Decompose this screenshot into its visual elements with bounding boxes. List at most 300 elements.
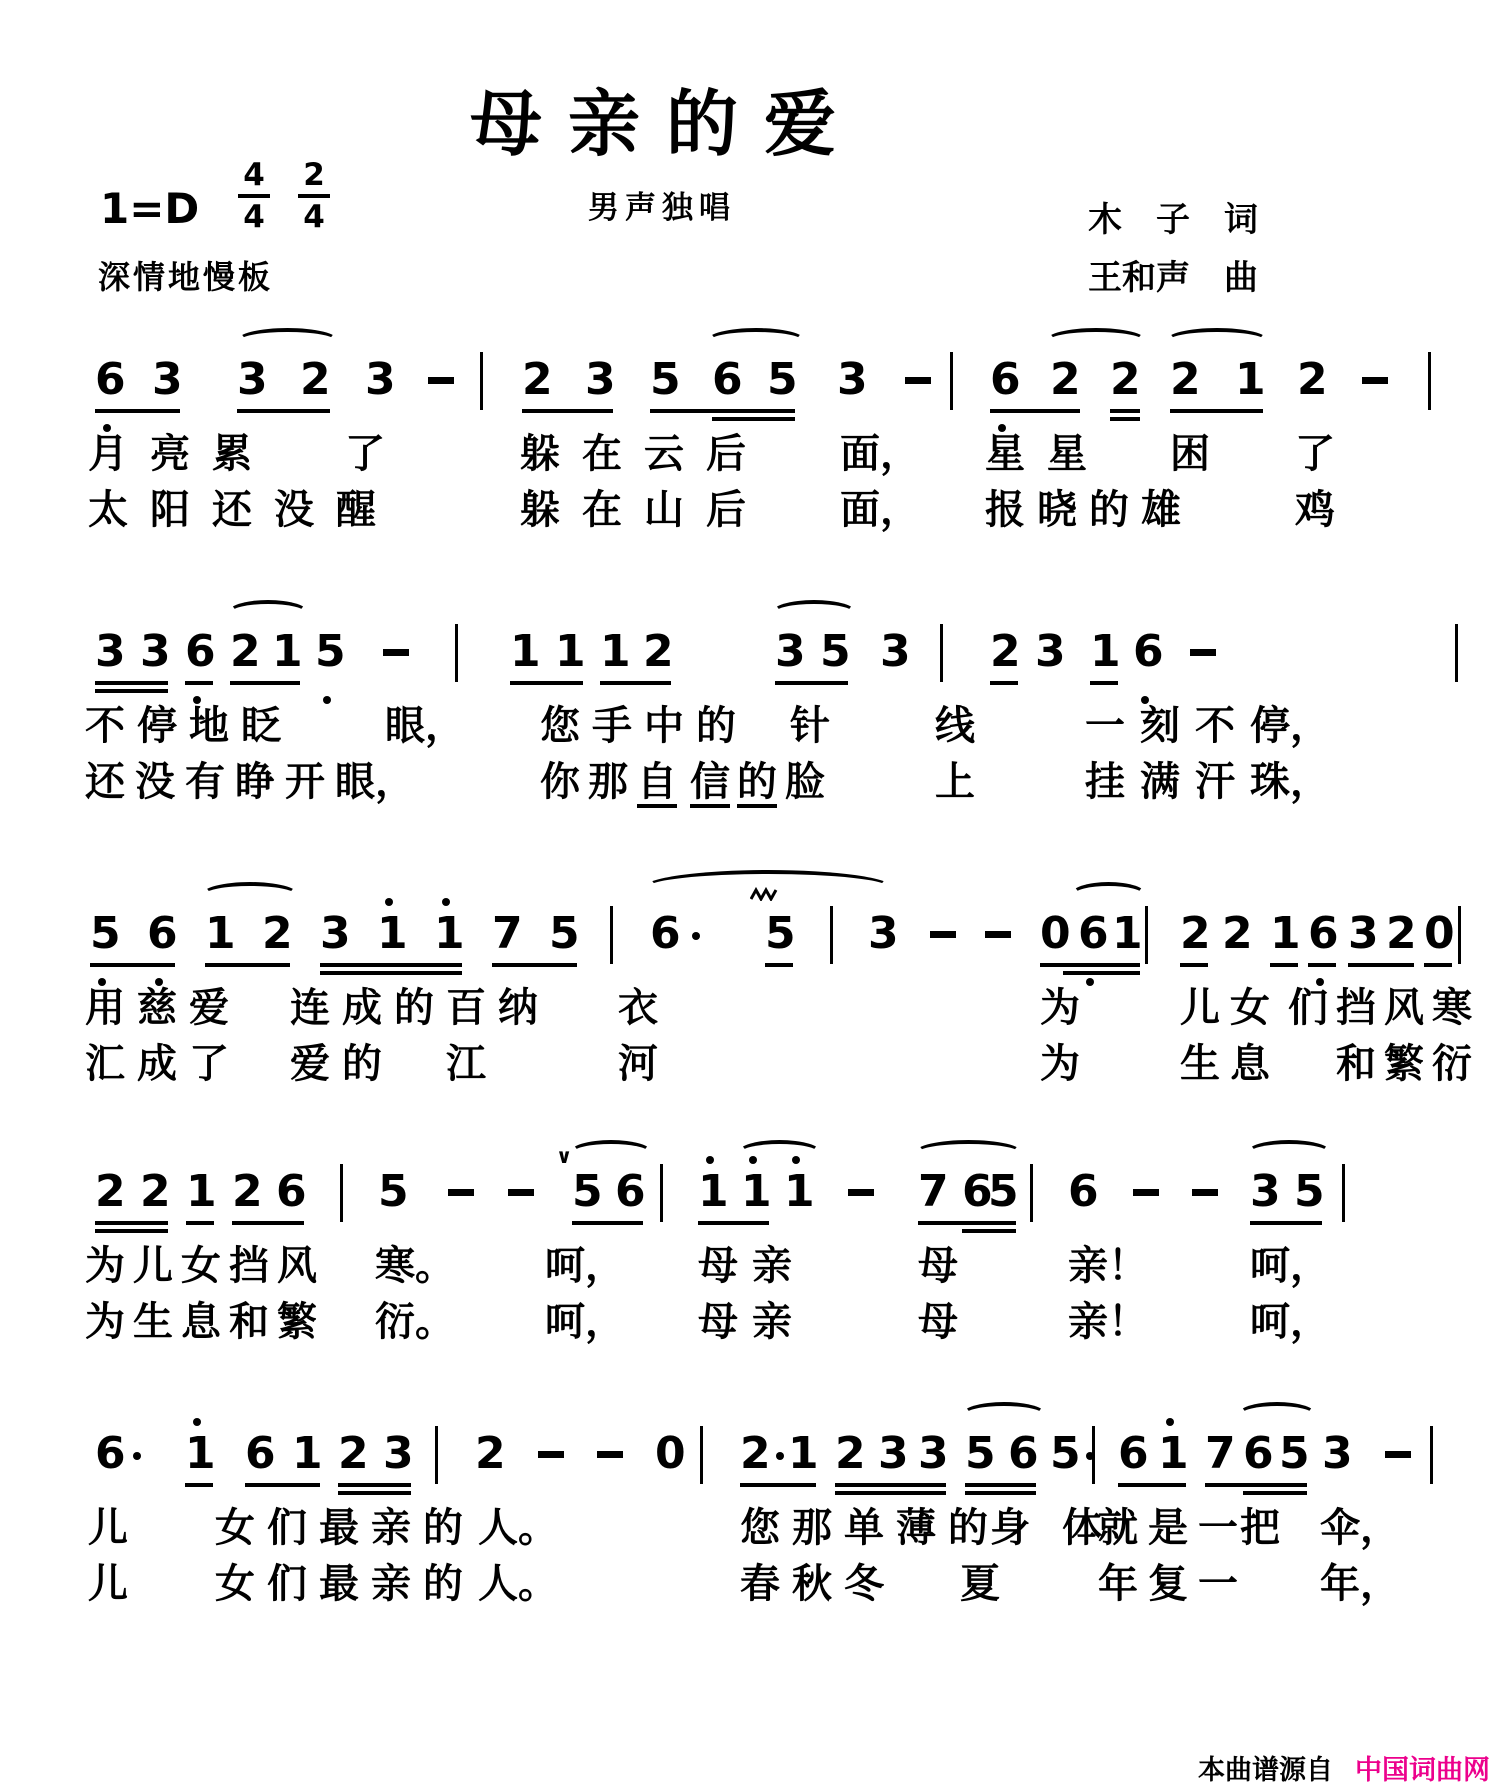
- beam-line: [338, 1491, 411, 1495]
- lyric-syllable: 上: [935, 759, 975, 805]
- note-digit: 3: [365, 354, 396, 405]
- note-digit: 2: [230, 626, 261, 677]
- lyric-syllable: 面，: [840, 431, 920, 477]
- note-digit: 7: [492, 908, 523, 959]
- beam-line: [740, 1483, 816, 1487]
- lyric-syllable: 纳: [498, 985, 538, 1031]
- high-octave-dot: [193, 1418, 201, 1426]
- beam-line: [600, 681, 671, 685]
- lyric-syllable: 您: [740, 1505, 780, 1551]
- note-digit: 1: [205, 908, 236, 959]
- lyric-syllable: 用: [85, 985, 125, 1031]
- lyric-syllable: 复: [1148, 1561, 1188, 1607]
- note-digit: 2: [262, 908, 293, 959]
- lyric-syllable: 体: [1062, 1505, 1102, 1551]
- note-digit: 6: [1243, 1428, 1274, 1479]
- barline: [1428, 352, 1431, 410]
- note-digit: 3: [1322, 1428, 1353, 1479]
- beam-line: [237, 409, 330, 413]
- music-system-5: [0, 1428, 1500, 1662]
- lyric-syllable: 有: [185, 759, 225, 805]
- lyric-syllable: 一: [1085, 703, 1125, 749]
- lyric-syllable: 山: [644, 487, 684, 533]
- note-digit: 5: [572, 1166, 603, 1217]
- beam-line: [698, 1221, 769, 1225]
- note-digit: 5: [965, 1428, 996, 1479]
- note-digit: 6: [1118, 1428, 1149, 1479]
- note-digit: 2: [740, 1428, 771, 1479]
- mordent-icon: [750, 886, 780, 905]
- lyric-syllable: 一: [1198, 1561, 1238, 1607]
- beam-line: [1348, 963, 1414, 967]
- note-digit: 2: [475, 1428, 506, 1479]
- note-digit: 5: [820, 626, 851, 677]
- note-digit: 6: [1078, 908, 1109, 959]
- note-digit: 5: [1279, 1428, 1310, 1479]
- beam-line: [1243, 1491, 1307, 1495]
- note-digit: 6: [962, 1166, 993, 1217]
- lyric-syllable: 雄: [1141, 487, 1181, 533]
- lyric-syllable: 亲: [371, 1561, 411, 1607]
- note-digit: 3: [237, 354, 268, 405]
- lyric-syllable: 亲！: [1068, 1243, 1148, 1289]
- time-sig-denominator: 4: [243, 199, 265, 235]
- lyric-syllable: 呵，: [545, 1299, 625, 1345]
- lyric-syllable: 繁: [277, 1299, 317, 1345]
- beam-line: [1170, 409, 1263, 413]
- note-digit: 1: [186, 1166, 217, 1217]
- lyric-syllable: 晓: [1037, 487, 1077, 533]
- note-digit: 3: [140, 626, 171, 677]
- augmentation-dot: [692, 932, 700, 940]
- note-digit: 6: [990, 354, 1021, 405]
- barline: [950, 352, 953, 410]
- note-digit: 2: [1386, 908, 1417, 959]
- beam-line: [712, 417, 795, 421]
- beam-line: [95, 1229, 168, 1233]
- lyric-syllable: 亲: [371, 1505, 411, 1551]
- note-digit: 3: [918, 1428, 949, 1479]
- lyric-syllable: 女: [215, 1561, 255, 1607]
- beam-line: [572, 1221, 643, 1225]
- barline: [1145, 906, 1148, 964]
- lyric-syllable: 后: [706, 487, 746, 533]
- lyric-syllable: 没: [135, 759, 175, 805]
- duration-dash: [905, 377, 931, 384]
- lyric-syllable: 眨: [241, 703, 281, 749]
- note-digit: 1: [377, 908, 408, 959]
- beam-line: [835, 1483, 946, 1487]
- note-digit: 3: [383, 1428, 414, 1479]
- lyric-syllable: 的: [948, 1505, 988, 1551]
- note-digit: 1: [292, 1428, 323, 1479]
- beam-line: [90, 963, 175, 967]
- lyric-syllable: 那: [792, 1505, 832, 1551]
- lyric-syllable: 寒。: [375, 1243, 455, 1289]
- lyric-syllable: 的: [1089, 487, 1129, 533]
- barline: [610, 906, 613, 964]
- slur-arc: [1071, 882, 1146, 907]
- time-signature-1: [232, 158, 276, 234]
- note-digit: 7: [1205, 1428, 1236, 1479]
- barline: [940, 624, 943, 682]
- lyric-syllable: 为: [85, 1299, 125, 1345]
- note-digit: 1: [1158, 1428, 1189, 1479]
- lyric-syllable: 繁: [1384, 1041, 1424, 1087]
- lyric-syllable: 你: [540, 759, 580, 805]
- barline: [1430, 1426, 1433, 1484]
- breath-mark-icon: ∨: [556, 1144, 573, 1168]
- lyric-syllable: 生: [1180, 1041, 1220, 1087]
- augmentation-dot: [133, 1452, 141, 1460]
- lyric-syllable: 的: [342, 1041, 382, 1087]
- slur-arc: [707, 328, 805, 353]
- lyric-syllable: 人。: [478, 1505, 558, 1551]
- beam-line: [1308, 963, 1336, 967]
- barline: [1030, 1164, 1033, 1222]
- note-digit: 5: [378, 1166, 409, 1217]
- note-digit: 6: [1308, 908, 1339, 959]
- lyric-syllable: 鸡: [1295, 487, 1335, 533]
- slur-arc: [1046, 328, 1146, 353]
- lyric-syllable: 的: [423, 1505, 463, 1551]
- lyric-syllable: 把: [1240, 1505, 1280, 1551]
- lyric-syllable: 月: [88, 431, 128, 477]
- lyric-syllable: 线: [935, 703, 975, 749]
- lyric-syllable: 就: [1098, 1505, 1138, 1551]
- lyric-syllable: 单: [844, 1505, 884, 1551]
- lyric-syllable: 秋: [792, 1561, 832, 1607]
- note-digit: 1: [434, 908, 465, 959]
- lyric-syllable: 信: [690, 760, 730, 808]
- source-prefix: 本曲谱源自: [1198, 1755, 1333, 1782]
- fraction-bar: [238, 194, 270, 198]
- beam-line: [1040, 963, 1140, 967]
- lyric-syllable: 后: [706, 431, 746, 477]
- lyric-syllable: 停: [137, 703, 177, 749]
- note-digit: 5: [1294, 1166, 1325, 1217]
- note-digit: 6: [650, 908, 681, 959]
- duration-dash: [1192, 1189, 1218, 1196]
- note-digit: 6: [95, 354, 126, 405]
- beam-line: [245, 1483, 320, 1487]
- lyric-syllable: 儿: [88, 1561, 128, 1607]
- note-digit: 5: [988, 1166, 1019, 1217]
- composer-credit: 王和声 曲: [1088, 258, 1258, 298]
- slur-arc: [772, 600, 856, 625]
- beam-line: [1424, 963, 1452, 967]
- note-digit: 1: [1235, 354, 1266, 405]
- beam-line: [185, 1483, 213, 1487]
- lyric-syllable: 成: [342, 985, 382, 1031]
- note-digit: 2: [990, 626, 1021, 677]
- duration-dash: [428, 377, 454, 384]
- note-digit: 6: [1068, 1166, 1099, 1217]
- lyric-syllable: 云: [644, 431, 684, 477]
- lyric-syllable: 一: [1198, 1505, 1238, 1551]
- beam-line: [1110, 409, 1140, 413]
- lyric-syllable: 寒: [1432, 985, 1472, 1031]
- lyric-syllable: 为: [1040, 1041, 1080, 1087]
- beam-line: [185, 681, 213, 685]
- beam-line: [95, 681, 168, 685]
- note-digit: 1: [1112, 908, 1143, 959]
- duration-dash: [597, 1451, 623, 1458]
- lyric-syllable: 春: [740, 1561, 780, 1607]
- low-octave-dot: [323, 696, 331, 704]
- note-digit: 3: [1250, 1166, 1281, 1217]
- lyric-syllable: 身: [990, 1505, 1030, 1551]
- beam-line: [965, 1483, 1036, 1487]
- beam-line: [918, 1221, 1016, 1225]
- lyric-syllable: 珠，: [1250, 759, 1330, 805]
- lyric-syllable: 困: [1170, 431, 1210, 477]
- note-digit: 2: [643, 626, 674, 677]
- note-digit: 1: [1090, 626, 1121, 677]
- music-system-1: [0, 354, 1500, 588]
- note-digit: 5: [765, 908, 796, 959]
- note-digit: 3: [152, 354, 183, 405]
- high-octave-dot: [442, 898, 450, 906]
- source-site-link[interactable]: 中国词曲网: [1355, 1755, 1490, 1782]
- music-system-2: [0, 626, 1500, 860]
- lyric-syllable: 不: [85, 703, 125, 749]
- beam-line: [95, 1221, 168, 1225]
- lyric-syllable: 亲: [752, 1299, 792, 1345]
- time-sig-denominator: 4: [303, 199, 325, 235]
- barline: [830, 906, 833, 964]
- note-digit: 0: [1040, 908, 1071, 959]
- lyric-syllable: 报: [985, 487, 1025, 533]
- lyric-syllable: 睁: [235, 759, 275, 805]
- lyric-syllable: 躲: [520, 487, 560, 533]
- lyric-syllable: 眼，: [335, 759, 415, 805]
- lyric-syllable: 星: [1047, 431, 1087, 477]
- beam-line: [205, 963, 290, 967]
- note-digit: 1: [788, 1428, 819, 1479]
- note-digit: 0: [1424, 908, 1455, 959]
- note-digit: 2: [1297, 354, 1328, 405]
- lyric-syllable: 母: [918, 1299, 958, 1345]
- beam-line: [765, 963, 793, 967]
- beam-line: [510, 681, 583, 685]
- note-digit: 1: [698, 1166, 729, 1217]
- lyric-syllable: 呵，: [545, 1243, 625, 1289]
- beam-line: [1063, 971, 1140, 975]
- note-digit: 2: [1180, 908, 1211, 959]
- note-digit: 1: [555, 626, 586, 677]
- source-attribution: [1198, 1748, 1490, 1782]
- lyric-syllable: 面，: [840, 487, 920, 533]
- lyric-syllable: 风: [1384, 985, 1424, 1031]
- beam-line: [650, 409, 795, 413]
- lyric-syllable: 冬: [844, 1561, 884, 1607]
- beam-line: [1250, 1221, 1322, 1225]
- note-digit: 3: [1348, 908, 1379, 959]
- lyric-syllable: 生: [133, 1299, 173, 1345]
- lyric-syllable: 百: [446, 985, 486, 1031]
- lyric-syllable: 手: [592, 703, 632, 749]
- lyric-syllable: 的: [696, 703, 736, 749]
- note-digit: 7: [918, 1166, 949, 1217]
- note-digit: 6: [1008, 1428, 1039, 1479]
- lyric-syllable: 了: [1295, 431, 1335, 477]
- lyric-syllable: 挂: [1085, 759, 1125, 805]
- lyric-syllable: 眼，: [385, 703, 465, 749]
- duration-dash: [1133, 1189, 1159, 1196]
- slur-arc: [738, 1140, 821, 1165]
- note-digit: 2: [140, 1166, 171, 1217]
- lyric-syllable: 儿: [88, 1505, 128, 1551]
- key-signature: 1=D: [100, 184, 200, 233]
- lyric-syllable: 衍。: [375, 1299, 455, 1345]
- note-digit: 2: [1170, 354, 1201, 405]
- lyric-syllable: 年: [1098, 1561, 1138, 1607]
- lyric-syllable: 年，: [1320, 1561, 1400, 1607]
- beam-line: [962, 1229, 1016, 1233]
- lyric-syllable: 最: [319, 1561, 359, 1607]
- lyric-syllable: 儿: [133, 1243, 173, 1289]
- note-digit: 5: [650, 354, 681, 405]
- time-signature-2: [292, 158, 336, 234]
- beam-line: [1118, 1483, 1186, 1487]
- lyric-syllable: 人。: [478, 1561, 558, 1607]
- beam-line: [522, 409, 613, 413]
- note-digit: 1: [741, 1166, 772, 1217]
- lyric-syllable: 爱: [189, 985, 229, 1031]
- lyric-syllable: 太: [88, 487, 128, 533]
- lyric-syllable: 满: [1140, 759, 1180, 805]
- note-digit: 3: [880, 626, 911, 677]
- beam-line: [1180, 963, 1208, 967]
- lyric-syllable: 为: [85, 1243, 125, 1289]
- note-digit: 5: [549, 908, 580, 959]
- lyric-syllable: 们: [1288, 985, 1328, 1031]
- lyric-syllable: 地: [189, 703, 229, 749]
- duration-dash: [383, 649, 409, 656]
- lyric-syllable: 的: [423, 1561, 463, 1607]
- beam-line: [492, 963, 577, 967]
- lyricist-credit: 木 子 词: [1088, 200, 1258, 240]
- note-digit: 3: [775, 626, 806, 677]
- lyric-syllable: 风: [277, 1243, 317, 1289]
- lyric-syllable: 汇: [85, 1041, 125, 1087]
- beam-line: [338, 1483, 411, 1487]
- note-digit: 6: [1133, 626, 1164, 677]
- duration-dash: [848, 1189, 874, 1196]
- lyric-syllable: 女: [181, 1243, 221, 1289]
- lyric-syllable: 了: [345, 431, 385, 477]
- lyric-syllable: 亮: [150, 431, 190, 477]
- duration-dash: [448, 1189, 474, 1196]
- lyric-syllable: 息: [1230, 1041, 1270, 1087]
- note-digit: 3: [837, 354, 868, 405]
- lyric-syllable: 亲: [752, 1243, 792, 1289]
- augmentation-dot: [776, 1452, 784, 1460]
- slur-arc: [1166, 328, 1268, 353]
- beam-line: [230, 681, 300, 685]
- high-octave-dot: [706, 1156, 714, 1164]
- duration-dash: [508, 1189, 534, 1196]
- note-digit: 3: [878, 1428, 909, 1479]
- lyric-syllable: 衣: [618, 985, 658, 1031]
- lyric-syllable: 挡: [229, 1243, 269, 1289]
- lyric-syllable: 累: [212, 431, 252, 477]
- lyric-syllable: 连: [290, 985, 330, 1031]
- lyric-syllable: 女: [1230, 985, 1270, 1031]
- lyric-syllable: 还: [85, 759, 125, 805]
- lyric-syllable: 呵，: [1250, 1243, 1330, 1289]
- beam-line: [1270, 963, 1298, 967]
- low-octave-dot: [1086, 978, 1094, 986]
- lyric-syllable: 没: [274, 487, 314, 533]
- lyric-syllable: 成: [137, 1041, 177, 1087]
- lyric-syllable: 衍: [1432, 1041, 1472, 1087]
- beam-line: [186, 1221, 214, 1225]
- lyric-syllable: 刻: [1140, 703, 1180, 749]
- lyric-syllable: 和: [1336, 1041, 1376, 1087]
- slur-arc: [915, 1140, 1022, 1165]
- note-digit: 2: [1222, 908, 1253, 959]
- note-digit: 3: [1035, 626, 1066, 677]
- duration-dash: [985, 931, 1011, 938]
- note-digit: 2: [232, 1166, 263, 1217]
- lyric-syllable: 息: [181, 1299, 221, 1345]
- note-digit: 3: [868, 908, 899, 959]
- note-digit: 1: [185, 1428, 216, 1479]
- duration-dash: [538, 1451, 564, 1458]
- augmentation-dot: [1086, 1452, 1094, 1460]
- note-digit: 2: [300, 354, 331, 405]
- duration-dash: [930, 931, 956, 938]
- lyric-syllable: 是: [1148, 1505, 1188, 1551]
- lyric-syllable: 您: [540, 703, 580, 749]
- barline: [340, 1164, 343, 1222]
- music-system-3: [0, 908, 1500, 1142]
- slur-arc: [237, 328, 338, 353]
- performance-type: 男声独唱: [588, 190, 736, 226]
- note-digit: 6: [245, 1428, 276, 1479]
- lyric-syllable: 们: [267, 1505, 307, 1551]
- lyric-syllable: 伞，: [1320, 1505, 1400, 1551]
- note-digit: 6: [615, 1166, 646, 1217]
- lyric-syllable: 薄: [896, 1505, 936, 1551]
- note-digit: 2: [1050, 354, 1081, 405]
- note-digit: 6: [712, 354, 743, 405]
- beam-line: [320, 963, 462, 967]
- lyric-syllable: 那: [588, 759, 628, 805]
- note-digit: 6: [276, 1166, 307, 1217]
- beam-line: [1205, 1483, 1307, 1487]
- lyric-syllable: 还: [212, 487, 252, 533]
- beam-line: [835, 1491, 946, 1495]
- lyric-syllable: 针: [790, 703, 830, 749]
- lyric-syllable: 亲！: [1068, 1299, 1148, 1345]
- lyric-syllable: 不: [1195, 703, 1235, 749]
- barline: [660, 1164, 663, 1222]
- lyric-syllable: 江: [446, 1041, 486, 1087]
- slur-arc: [1247, 1140, 1331, 1165]
- note-digit: 1: [600, 626, 631, 677]
- lyric-syllable: 开: [285, 759, 325, 805]
- lyric-syllable: 慈: [137, 985, 177, 1031]
- note-digit: 2: [95, 1166, 126, 1217]
- beam-line: [990, 681, 1018, 685]
- barline: [1342, 1164, 1345, 1222]
- beam-line: [990, 409, 1080, 413]
- note-digit: 0: [655, 1428, 686, 1479]
- note-digit: 5: [767, 354, 798, 405]
